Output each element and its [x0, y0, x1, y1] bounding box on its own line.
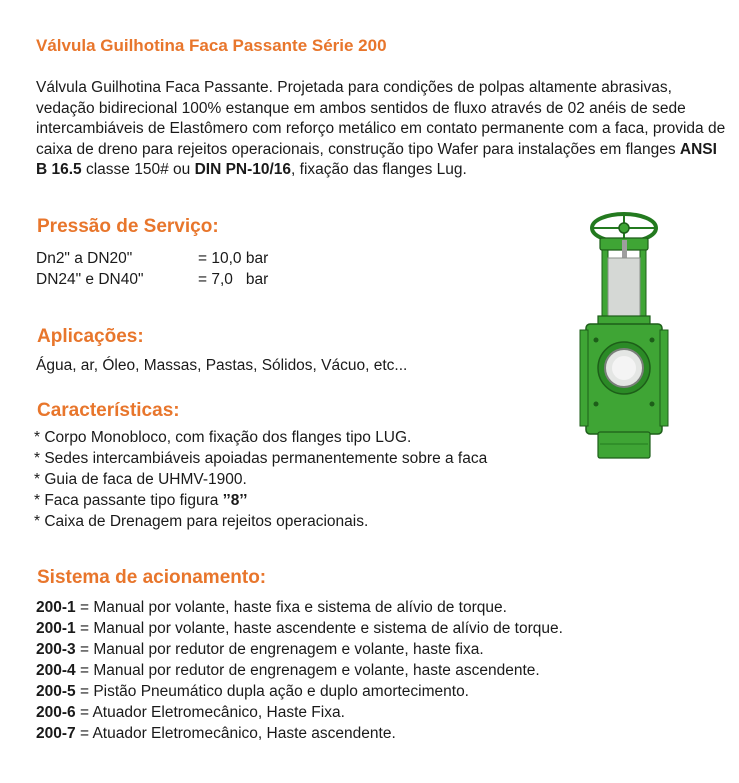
- intro-bold-ansi: ANSI B 16.5: [36, 140, 717, 178]
- applications-text: Água, ar, Óleo, Massas, Pastas, Sólidos, Vácuo, etc...: [36, 357, 408, 374]
- actuation-description: = Manual por redutor de engrenagem e volante, haste fixa.: [75, 641, 484, 658]
- pressure-range-1: Dn2" a DN20": [36, 250, 133, 267]
- actuation-code: 200-3: [36, 641, 76, 658]
- actuation-code: 200-1: [36, 620, 76, 637]
- pressure-value-1: = 10,0 bar: [198, 250, 269, 267]
- actuation-code: 200-6: [36, 704, 76, 721]
- feature-item-figure: [34, 492, 247, 510]
- feature-item: * Sedes intercambiáveis apoiadas permanentemente sobre a faca: [34, 450, 488, 467]
- intro-paragraph: [36, 78, 726, 181]
- actuation-item: [36, 725, 396, 743]
- intro-text-2: classe 150# ou: [81, 161, 195, 178]
- feature-item: * Corpo Monobloco, com fixação dos flanges tipo LUG.: [34, 429, 412, 446]
- applications-heading: Aplicações:: [37, 326, 144, 347]
- actuation-item: [36, 683, 469, 701]
- actuation-code: 200-4: [36, 662, 76, 679]
- feature-item: * Guia de faca de UHMV-1900.: [34, 471, 247, 488]
- actuation-code: 200-1: [36, 599, 76, 616]
- intro-text-3: , fixação das flanges Lug.: [291, 161, 467, 178]
- actuation-item: [36, 704, 345, 722]
- actuation-code: 200-7: [36, 725, 76, 742]
- intro-text-1: Válvula Guilhotina Faca Passante. Projetada para condições de polpas altamente abrasivas, vedação bidirecional 100% estanque em ambos sentidos de fluxo através de 02 anéis de sede intercambiáveis de Elastômero com reforço metálico em contato permanente com a faca, provida de caixa de dreno para rejeitos operacionais, construção tipo Wafer para instalações em flanges: [36, 79, 726, 158]
- actuation-description: = Manual por volante, haste fixa e sistema de alívio de torque.: [75, 599, 507, 616]
- feature-item-text: * Faca passante tipo figura: [34, 492, 223, 509]
- actuation-item: [36, 620, 563, 638]
- feature-item: * Caixa de Drenagem para rejeitos operacionais.: [34, 513, 369, 530]
- page-title: Válvula Guilhotina Faca Passante Série 200: [36, 36, 387, 55]
- pressure-range-2: DN24" e DN40": [36, 271, 144, 288]
- actuation-item: [36, 641, 484, 659]
- actuation-heading: Sistema de acionamento:: [37, 567, 267, 588]
- pressure-heading: Pressão de Serviço:: [37, 216, 219, 237]
- actuation-item: [36, 599, 507, 617]
- actuation-description: = Manual por redutor de engrenagem e volante, haste ascendente.: [75, 662, 540, 679]
- actuation-description: = Atuador Eletromecânico, Haste ascendente.: [75, 725, 396, 742]
- actuation-description: = Manual por volante, haste ascendente e sistema de alívio de torque.: [75, 620, 563, 637]
- actuation-item: [36, 662, 540, 680]
- intro-bold-din: DIN PN-10/16: [194, 161, 292, 178]
- features-heading: Características:: [37, 400, 180, 421]
- actuation-code: 200-5: [36, 683, 76, 700]
- pressure-value-2: = 7,0 bar: [198, 271, 269, 288]
- knife-gate-valve-image: [578, 208, 670, 460]
- actuation-description: = Pistão Pneumático dupla ação e duplo amortecimento.: [75, 683, 469, 700]
- feature-figure-label: ’’8’’: [222, 492, 248, 509]
- actuation-description: = Atuador Eletromecânico, Haste Fixa.: [75, 704, 345, 721]
